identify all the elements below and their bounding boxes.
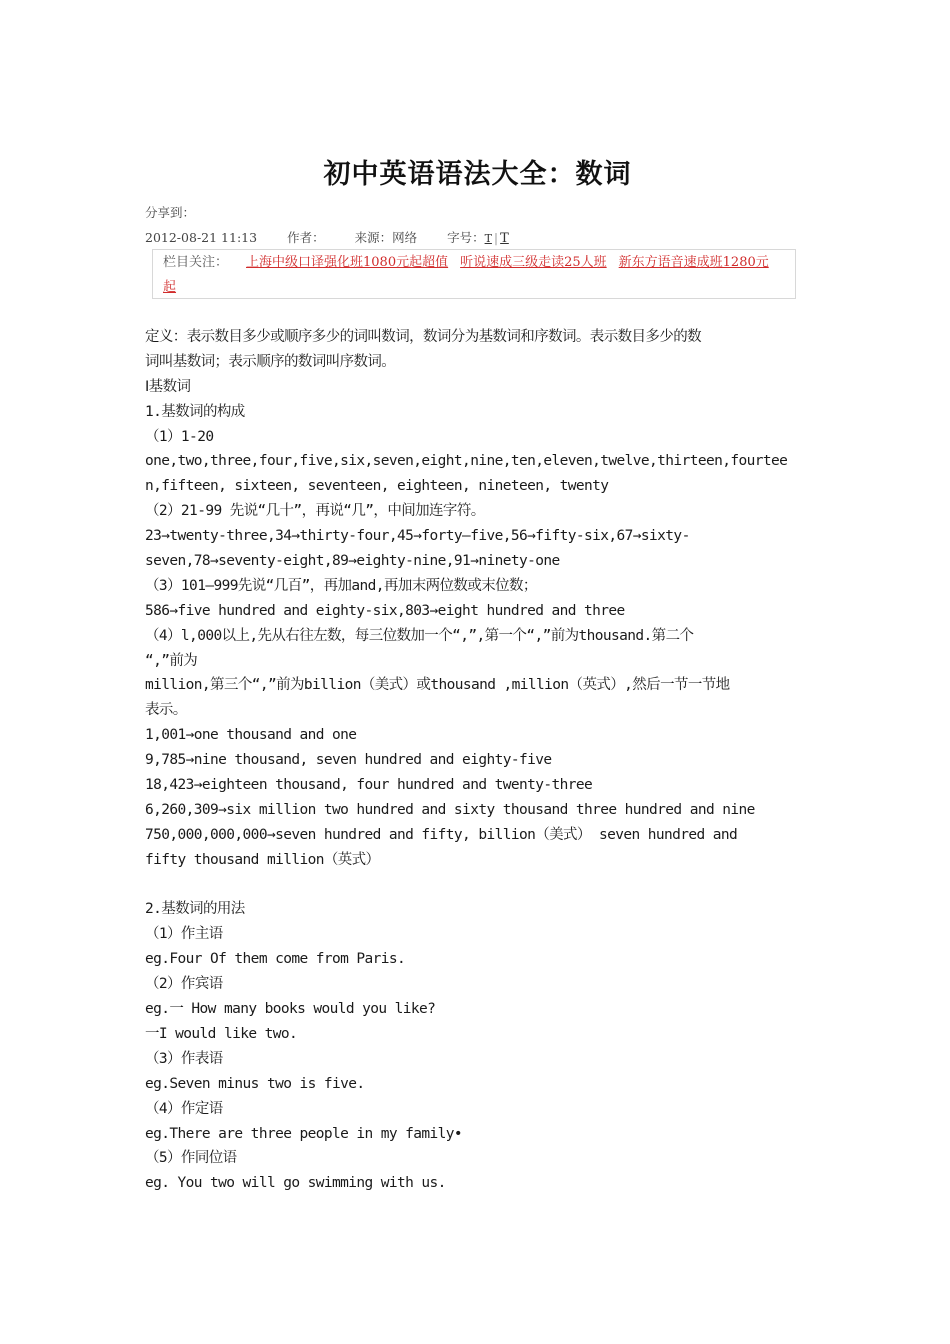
- notice-link-phonetics[interactable]: 新东方语音速成班1280元起: [163, 255, 769, 295]
- body-line: n,fifteen, sixteen, seventeen, eighteen, nineteen, twenty: [145, 478, 609, 495]
- share-row: [145, 203, 195, 221]
- body-line: 表示。: [145, 702, 187, 719]
- page-title: 初中英语语法大全：数词: [323, 159, 632, 190]
- body-line: 1.基数词的构成: [145, 403, 245, 420]
- article-meta: 2012-08-21 11:13 作者： 来源：网络 字号：T | T: [145, 230, 509, 246]
- body-line: Ⅰ基数词: [145, 378, 191, 395]
- body-line: （5）作同位语: [145, 1150, 237, 1167]
- body-line: （1）1-20: [145, 428, 214, 445]
- body-line: “,”前为: [145, 652, 198, 669]
- body-line: 定义：表示数目多少或顺序多少的词叫数词，数词分为基数词和序数词。表示数目多少的数: [145, 329, 701, 345]
- font-size-large-button[interactable]: T: [500, 231, 509, 246]
- body-line: eg.Four Of them come from Paris.: [145, 951, 406, 968]
- notice-label: 栏目关注：: [163, 255, 229, 270]
- body-line: 2.基数词的用法: [145, 901, 245, 918]
- body-line: （3）101—999先说“几百”，再加and,再加末两位数或末位数；: [145, 577, 537, 594]
- body-line: million,第三个“,”前为billion（美式）或thousand ,million（英式）,然后一节一节地: [145, 677, 730, 694]
- body-line: （2）21-99 先说“几十”，再说“几”，中间加连字符。: [145, 503, 485, 520]
- body-line: 18,423→eighteen thousand, four hundred and twenty-three: [145, 777, 593, 794]
- font-size-label: 字号：: [447, 230, 485, 245]
- body-line: 586→five hundred and eighty-six,803→eight hundred and three: [145, 602, 625, 619]
- body-line: （4）作定语: [145, 1100, 223, 1117]
- body-line: （1）作主语: [145, 926, 223, 943]
- article-body: [145, 325, 810, 1196]
- body-line: eg. You two will go swimming with us.: [145, 1175, 446, 1192]
- body-line: 6,260,309→six million two hundred and sixty thousand three hundred and nine: [145, 801, 755, 818]
- body-line: fifty thousand million（英式）: [145, 851, 380, 868]
- body-line: eg.一 How many books would you like?: [145, 1001, 436, 1018]
- body-line: 1,001→one thousand and one: [145, 727, 357, 744]
- body-line: （4）l,000以上,先从右往左数，每三位数加一个“,”,第一个“,”前为thousand.第二个: [145, 627, 694, 644]
- body-line: 一I would like two.: [145, 1025, 298, 1042]
- body-line: seven,78→seventy-eight,89→eighty-nine,91→ninety-one: [145, 553, 560, 570]
- publish-date: 2012-08-21 11:13: [145, 230, 258, 245]
- body-line: [145, 873, 810, 898]
- body-line: one,two,three,four,five,six,seven,eight,nine,ten,eleven,twelve,thirteen,fourtee: [145, 453, 788, 470]
- column-notice-box: [152, 249, 796, 299]
- body-line: 23→twenty-three,34→thirty-four,45→forty—five,56→fifty-six,67→sixty-: [145, 528, 690, 545]
- share-label: 分享到：: [145, 205, 196, 220]
- notice-link-listening[interactable]: 听说速成三级走读25人班: [460, 255, 607, 270]
- body-line: eg.Seven minus two is five.: [145, 1075, 365, 1092]
- body-line: （3）作表语: [145, 1050, 223, 1067]
- source-label: 来源：网络: [354, 230, 418, 245]
- author-label: 作者：: [287, 230, 325, 245]
- body-line: 词叫基数词；表示顺序的数词叫序数词。: [145, 353, 396, 370]
- font-size-small-button[interactable]: T: [484, 232, 492, 245]
- body-line: 9,785→nine thousand, seven hundred and eighty-five: [145, 752, 552, 769]
- body-line: （2）作宾语: [145, 976, 223, 993]
- body-line: 750,000,000,000→seven hundred and fifty, billion（美式） seven hundred and: [145, 826, 738, 843]
- notice-link-interpretation[interactable]: 上海中级口译强化班1080元起超值: [246, 255, 449, 270]
- body-line: eg.There are three people in my family•: [145, 1125, 463, 1142]
